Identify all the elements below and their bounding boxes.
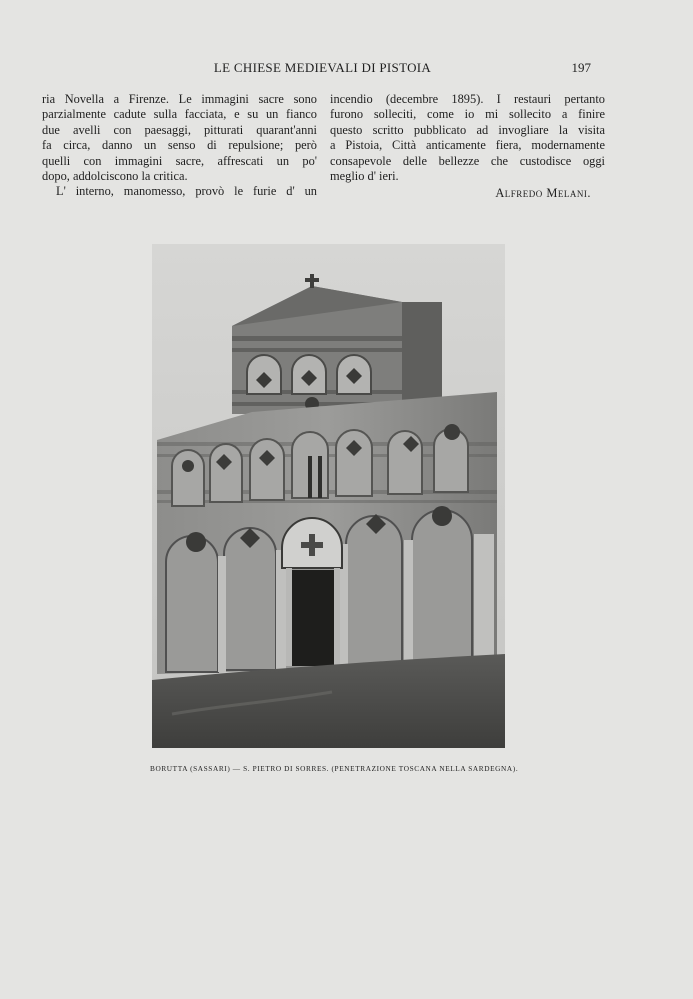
text-line: a Pistoia, Città anticamente fiera, modernamente <box>330 138 605 153</box>
running-head <box>40 60 605 78</box>
text-column-left <box>42 92 317 200</box>
text-line: fa circa, danno un senso di repulsione; però <box>42 138 317 153</box>
text-line: dopo, addolciscono la critica. <box>42 169 188 184</box>
text-line: incendio (decembre 1895). I restauri pertanto <box>330 92 605 106</box>
church-photograph <box>152 244 505 748</box>
text-line: L' interno, manomesso, provò le furie d' un <box>56 184 317 199</box>
church-facade-illustration <box>152 244 505 748</box>
author-signature: Alfredo Melani. <box>495 186 591 201</box>
text-line: consapevole delle bellezze che custodisce oggi <box>330 153 605 168</box>
facade <box>157 392 497 674</box>
page-number: 197 <box>571 60 591 75</box>
text-line: meglio d' ieri. <box>330 169 399 184</box>
text-line: quelli con immagini sacre, affrescati un po' <box>42 153 317 168</box>
text-line: furono solleciti, come io mi sollecito a finire <box>330 107 605 122</box>
text-column-right <box>330 92 605 202</box>
running-title: LE CHIESE MEDIEVALI DI PISTOIA <box>213 60 432 75</box>
text-line: parzialmente cadute sulla facciata, e su un fianco <box>42 107 317 122</box>
text-line: due avelli con paesaggi, pitturati quarant'anni <box>42 122 317 137</box>
text-line: ria Novella a Firenze. Le immagini sacre sono <box>42 92 317 106</box>
text-line: questo scritto pubblicato ad invogliare la visita <box>330 122 605 137</box>
figure-caption: BORUTTA (SASSARI) — S. PIETRO DI SORRES. (PENETRAZIONE TOSCANA NELLA SARDEGNA). <box>150 764 519 773</box>
portal <box>282 518 342 666</box>
